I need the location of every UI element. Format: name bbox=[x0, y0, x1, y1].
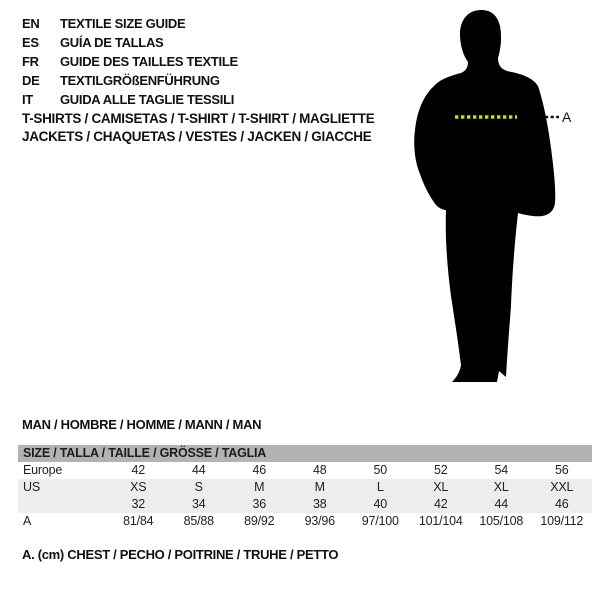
size-table-header: SIZE / TALLA / TAILLE / GRÖSSE / TAGLIA bbox=[18, 445, 592, 462]
size-cell: 44 bbox=[471, 496, 532, 513]
size-cell: 34 bbox=[169, 496, 230, 513]
table-row-numeric bbox=[18, 496, 592, 513]
language-label: GUIDE DES TAILLES TEXTILE bbox=[60, 54, 238, 69]
man-silhouette bbox=[405, 8, 575, 398]
size-cell: 44 bbox=[191, 463, 206, 477]
size-cell: XL bbox=[411, 479, 472, 496]
language-row-es bbox=[22, 33, 238, 52]
size-cell: 36 bbox=[229, 496, 290, 513]
size-cell: L bbox=[350, 479, 411, 496]
language-label: TEXTILE SIZE GUIDE bbox=[60, 16, 186, 31]
language-list bbox=[22, 14, 238, 109]
measure-label-a: A bbox=[562, 109, 572, 125]
category-tshirts: T-SHIRTS / CAMISETAS / T-SHIRT / T-SHIRT / MAGLIETTE bbox=[22, 111, 375, 126]
size-cell: XL bbox=[471, 479, 532, 496]
language-code: DE bbox=[22, 73, 40, 88]
language-code: ES bbox=[22, 35, 39, 50]
language-row-de bbox=[22, 71, 238, 90]
language-row-it bbox=[22, 90, 238, 109]
language-code: EN bbox=[22, 16, 40, 31]
size-cell: 42 bbox=[411, 496, 472, 513]
table-row-chest-a bbox=[18, 513, 592, 530]
category-jackets: JACKETS / CHAQUETAS / VESTES / JACKEN / GIACCHE bbox=[22, 129, 372, 144]
row-label bbox=[18, 496, 108, 513]
language-row-fr bbox=[22, 52, 238, 71]
size-cell: 46 bbox=[252, 463, 266, 477]
size-cell: 38 bbox=[290, 496, 351, 513]
table-row-europe bbox=[18, 462, 592, 479]
size-cell: 46 bbox=[532, 496, 593, 513]
row-label: Europe bbox=[23, 463, 63, 477]
size-cell: 81/84 bbox=[123, 514, 154, 528]
size-cell: 101/104 bbox=[418, 514, 463, 528]
size-cell: 52 bbox=[433, 463, 448, 477]
row-label: A bbox=[23, 514, 32, 528]
size-cell: XS bbox=[108, 479, 169, 496]
language-code: FR bbox=[22, 54, 39, 69]
size-cell: S bbox=[169, 479, 230, 496]
size-cell: 85/88 bbox=[183, 514, 214, 528]
row-label: US bbox=[18, 479, 108, 496]
size-cell: 42 bbox=[131, 463, 145, 477]
size-cell: 50 bbox=[373, 463, 387, 477]
size-cell: M bbox=[229, 479, 290, 496]
size-cell: 48 bbox=[312, 463, 327, 477]
size-cell: 89/92 bbox=[244, 514, 275, 528]
size-cell: 32 bbox=[108, 496, 169, 513]
size-cell: M bbox=[290, 479, 351, 496]
table-row-us bbox=[18, 479, 592, 496]
language-row-en bbox=[22, 14, 238, 33]
language-label: TEXTILGRÖßENFÜHRUNG bbox=[60, 73, 220, 88]
size-table bbox=[18, 445, 592, 530]
section-title-man: MAN / HOMBRE / HOMME / MANN / MAN bbox=[22, 417, 262, 432]
footnote-chest: A. (cm) CHEST / PECHO / POITRINE / TRUHE / PETTO bbox=[22, 547, 339, 562]
language-code: IT bbox=[22, 92, 33, 107]
language-label: GUÍA DE TALLAS bbox=[60, 35, 164, 50]
size-cell: 93/96 bbox=[304, 514, 335, 528]
size-cell: XXL bbox=[532, 479, 593, 496]
size-cell: 54 bbox=[494, 463, 508, 477]
language-label: GUIDA ALLE TAGLIE TESSILI bbox=[60, 92, 235, 107]
size-cell: 105/108 bbox=[479, 514, 524, 528]
man-silhouette-shape bbox=[414, 10, 555, 382]
size-cell: 56 bbox=[554, 463, 569, 477]
garment-categories bbox=[22, 110, 374, 146]
size-cell: 109/112 bbox=[540, 514, 584, 528]
size-cell: 40 bbox=[350, 496, 411, 513]
size-table-header-row bbox=[18, 445, 592, 462]
size-cell: 97/100 bbox=[361, 514, 399, 528]
